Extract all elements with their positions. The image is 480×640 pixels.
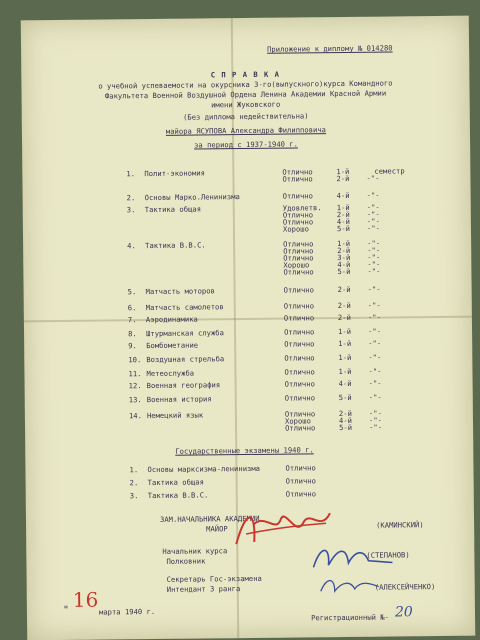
course-head-rank: Полковник <box>166 556 206 566</box>
subject-name: Тактика В.В.С. <box>145 240 206 251</box>
grade-value: Хорошо <box>284 416 311 426</box>
subject-number: 3. <box>126 205 136 215</box>
grade-semester-ditto: -"- <box>367 259 381 269</box>
grade-value: Отлично <box>284 339 315 349</box>
grade-value: Удовлетв. <box>282 203 322 213</box>
appendix-note: Приложение к диплому № 014280 <box>267 43 393 54</box>
grade-semester-ditto: -"- <box>366 173 380 183</box>
deputy-name: (КАМИНСКИЙ) <box>376 520 424 530</box>
grade-semester: 2-й <box>338 408 352 419</box>
intro-line-1: о учебной успеваемости на окурсника 3-го(выпускного)курса Командного <box>98 78 393 91</box>
grade-semester-ditto: -"- <box>368 415 383 425</box>
subject-name: Военная история <box>146 394 212 405</box>
subject-name: Воздушная стрельба <box>146 354 225 365</box>
subject-name: Основы Марко.Ленинизма <box>144 192 240 203</box>
date-month-year: марта 1940 г. <box>98 606 156 617</box>
secretary-name: (АЛЕКСЕЙЧЕНКО) <box>374 582 436 592</box>
grade-value: Отлично <box>282 217 314 227</box>
exam-number: 2. <box>129 478 139 488</box>
grade-semester-ditto: -"- <box>366 190 380 200</box>
grade-value: Отлично <box>283 267 314 277</box>
grade-semester: 2-й <box>337 245 351 256</box>
grade-semester: 5-й <box>337 266 351 277</box>
secretary-title: Секретарь Гос-экзамена <box>166 573 262 584</box>
grade-semester: 1-й <box>336 202 350 213</box>
exam-number: 1. <box>129 465 139 475</box>
grade-semester-ditto: -"- <box>368 392 382 402</box>
grade-value: Отлично <box>283 285 314 295</box>
grade-value: Отлично <box>284 367 315 377</box>
grade-value: Отлично <box>282 191 313 201</box>
grade-semester: 2-й <box>337 284 351 295</box>
grade-semester-ditto: -"- <box>366 209 380 219</box>
grade-semester-ditto: -"- <box>367 284 381 294</box>
grade-semester-ditto: -"- <box>367 312 381 322</box>
grade-semester: 5-й <box>336 223 350 234</box>
grade-semester: 1-й <box>338 338 352 349</box>
grade-semester-ditto: -"- <box>368 366 382 376</box>
grade-semester: 1-й <box>338 352 352 363</box>
intro-line-3: имени Жуковского <box>210 99 281 110</box>
grade-semester-ditto: -"- <box>368 422 383 432</box>
registration-number: 20 <box>394 604 413 621</box>
subject-number: 11. <box>128 369 142 379</box>
grade-semester-ditto: -"- <box>368 338 382 348</box>
subject-number: 14. <box>128 411 142 421</box>
subject-name: Матчасть самолетов <box>145 302 224 313</box>
grade-semester-ditto: -"- <box>367 326 382 336</box>
semester-column-header: семестр <box>374 166 405 176</box>
grade-value: Хорошо <box>282 224 309 234</box>
grade-value: Отлично <box>284 379 315 389</box>
grade-semester: 2-й <box>337 312 351 323</box>
grade-value: Отлично <box>284 409 316 419</box>
exam-name: Тактика общая <box>147 477 204 488</box>
exam-name: Основы марксизма-ленинизма <box>147 463 261 475</box>
exam-grade: Отлично <box>285 463 316 473</box>
grade-semester: 2-й <box>336 173 350 184</box>
subject-name: Штурманская служба <box>146 328 224 339</box>
document-title: С П Р А В К А <box>210 69 281 80</box>
subject-number: 4. <box>127 241 136 251</box>
grade-value: Отлично <box>282 174 313 184</box>
subject-number: 1. <box>126 169 136 179</box>
grade-semester: 1-й <box>337 238 351 249</box>
grade-value: Отлично <box>282 210 314 220</box>
grade-value: Отлично <box>283 327 315 337</box>
grade-semester: 1-й <box>336 166 350 177</box>
course-head-title: Начальник курса <box>162 546 228 556</box>
exam-grade: Отлично <box>285 476 316 486</box>
subject-number: 5. <box>127 287 137 297</box>
grade-semester: 2-й <box>336 209 350 220</box>
date-day-handwritten: 16 <box>72 587 99 612</box>
subject-number: 7. <box>127 315 137 325</box>
subject-number: 13. <box>128 395 142 405</box>
subject-name: Военная география <box>146 380 221 391</box>
validity-note: (Без диплома недействительна) <box>182 111 309 122</box>
grade-value: Отлично <box>283 301 315 311</box>
grade-semester: 4-й <box>337 259 351 270</box>
student-name: майора ЯСУПОВА Александра Филипповича <box>165 125 327 136</box>
grade-value: Отлично <box>282 167 313 177</box>
registration-label: Регистрационный №- <box>310 612 389 623</box>
grade-value: Отлично <box>284 393 316 403</box>
grade-value: Отлично <box>283 313 315 323</box>
grade-semester: 5-й <box>338 392 352 403</box>
grade-value: Хорошо <box>283 260 310 270</box>
grade-semester: 4-й <box>338 415 353 426</box>
subject-name: Тактика общая <box>144 204 202 215</box>
exam-number: 3. <box>129 491 139 501</box>
grade-semester: 4-й <box>336 216 350 227</box>
date-quote: " <box>62 604 70 616</box>
grade-semester-ditto: -"- <box>368 352 382 362</box>
grade-value: Отлично <box>284 353 315 363</box>
grade-semester: 5-й <box>339 422 353 433</box>
state-exams-title: Государственные экзамены 1940 г. <box>175 445 314 456</box>
grade-semester-ditto: -"- <box>366 223 380 233</box>
study-period: за период с 1937-1940 г. <box>194 139 298 150</box>
subject-name: Аэродинамика <box>145 314 198 325</box>
course-head-name: (СТЕПАНОВ) <box>366 550 410 560</box>
deputy-rank: МАЙОР <box>206 524 228 534</box>
grade-semester-ditto: -"- <box>367 252 381 262</box>
grade-semester: 1-й <box>337 326 352 337</box>
grade-semester-ditto: -"- <box>368 408 382 418</box>
grade-semester-ditto: -"- <box>366 202 380 212</box>
grade-semester-ditto: -"- <box>366 216 380 226</box>
subject-number: 9. <box>128 341 137 351</box>
subject-number: 8. <box>128 329 137 339</box>
subject-number: 12. <box>128 381 142 391</box>
grade-semester-ditto: -"- <box>367 266 381 276</box>
subject-name: Полит-экономия <box>144 168 206 179</box>
grade-semester: 2-й <box>337 300 351 311</box>
grade-semester: 3-й <box>337 252 351 263</box>
certificate-document <box>21 16 475 640</box>
fold-line-horizontal <box>24 316 472 323</box>
deputy-title: ЗАМ.НАЧАЛЬНИКА АКАДЕМИИ <box>159 513 260 524</box>
blue-signature-secretary <box>317 573 387 600</box>
intro-line-2: Факультета Военной Воздушной Ордена Ленина Академии Красной Армии <box>104 88 387 101</box>
subject-number: 2. <box>126 193 136 203</box>
grade-semester-ditto: -"- <box>368 378 382 388</box>
grade-semester: 4-й <box>338 378 352 389</box>
exam-grade: Отлично <box>285 489 317 499</box>
grade-semester-ditto: -"- <box>367 300 381 310</box>
grade-value: Отлично <box>283 253 314 263</box>
grade-value: Отлично <box>283 246 314 256</box>
subject-name: Бомбометание <box>146 340 199 351</box>
subject-name: Метеослужба <box>146 368 195 379</box>
grade-value: Отлично <box>283 239 314 249</box>
subject-name: Матчасть моторов <box>145 286 215 297</box>
exam-name: Тактика В.В.С. <box>147 490 209 501</box>
subject-number: 6. <box>127 303 137 313</box>
subject-number: 10. <box>128 355 142 365</box>
subject-name: Немецкий язык <box>146 410 204 421</box>
grade-semester-ditto: -"- <box>367 238 381 248</box>
secretary-rank: Интендант 3 ранга <box>166 584 241 594</box>
grade-semester: 4-й <box>336 190 350 201</box>
grade-semester-ditto: -"- <box>367 245 381 255</box>
blue-signature-head <box>308 536 398 577</box>
grade-value: Отлично <box>285 423 316 433</box>
grade-semester: 1-й <box>338 366 352 377</box>
